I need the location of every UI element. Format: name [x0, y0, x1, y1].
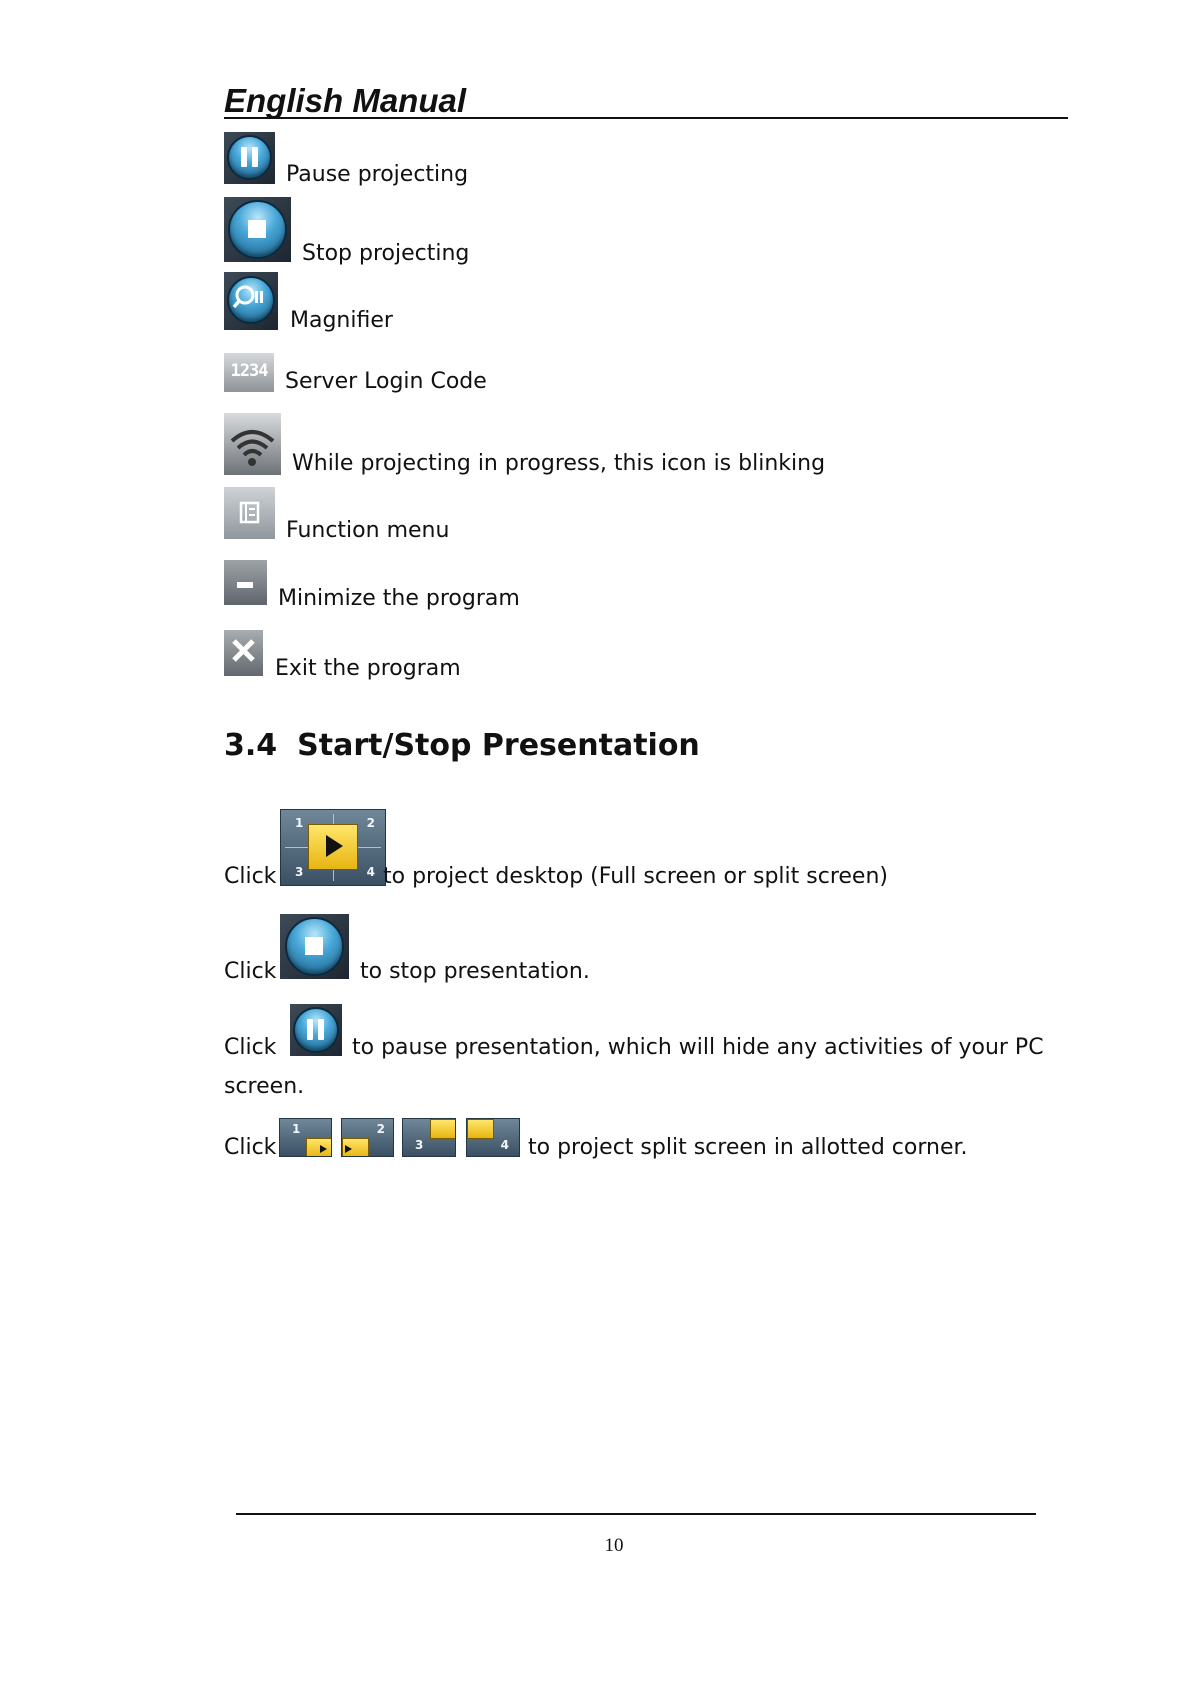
login-code-text: 1234 [230, 361, 268, 381]
stop-icon [224, 197, 291, 262]
split-screen-4-icon: 4 [466, 1118, 520, 1157]
header-title: English Manual [224, 82, 467, 119]
split-screen-3-icon: 3 [402, 1118, 456, 1157]
header-rule [224, 117, 1068, 119]
login-code-icon [224, 353, 274, 392]
section-title: Start/Stop Presentation [297, 728, 700, 763]
minimize-label: Minimize the program [278, 586, 520, 611]
split-screen-2-icon: 2 [341, 1118, 394, 1157]
magnifier-icon [224, 272, 278, 330]
pause-label: Pause projecting [286, 162, 469, 187]
click-word-4: Click [224, 1135, 277, 1160]
wifi-label: While projecting in progress, this icon is blinking [292, 451, 826, 476]
project-desktop-icon: 1 2 3 4 [280, 809, 386, 886]
pause-presentation-icon [290, 1004, 342, 1056]
stop-label: Stop projecting [302, 241, 470, 266]
pause-icon [224, 132, 275, 184]
pause-presentation-text: to pause presentation, which will hide any activities of your PC [352, 1035, 1044, 1060]
function-menu-label: Function menu [286, 518, 450, 543]
click-word-3: Click [224, 1035, 277, 1060]
project-desktop-text: to project desktop (Full screen or split screen) [383, 864, 888, 889]
footer-rule [236, 1513, 1036, 1515]
split-screen-1-icon: 1 [279, 1118, 332, 1157]
stop-presentation-text: to stop presentation. [360, 959, 590, 984]
wifi-icon [224, 413, 281, 475]
login-code-label: Server Login Code [285, 369, 487, 394]
stop-presentation-icon [280, 914, 349, 979]
magnifier-label: Magnifier [290, 308, 393, 333]
section-heading [224, 728, 700, 763]
exit-icon [224, 630, 263, 676]
minimize-icon [224, 560, 267, 605]
click-word-2: Click [224, 959, 277, 984]
exit-label: Exit the program [275, 656, 461, 681]
click-word-1: Click [224, 864, 277, 889]
split-screen-text: to project split screen in allotted corner. [528, 1135, 968, 1160]
page-number: 10 [604, 1535, 624, 1556]
section-number: 3.4 [224, 728, 278, 763]
pause-presentation-text-cont: screen. [224, 1074, 305, 1099]
function-menu-icon [224, 487, 275, 539]
